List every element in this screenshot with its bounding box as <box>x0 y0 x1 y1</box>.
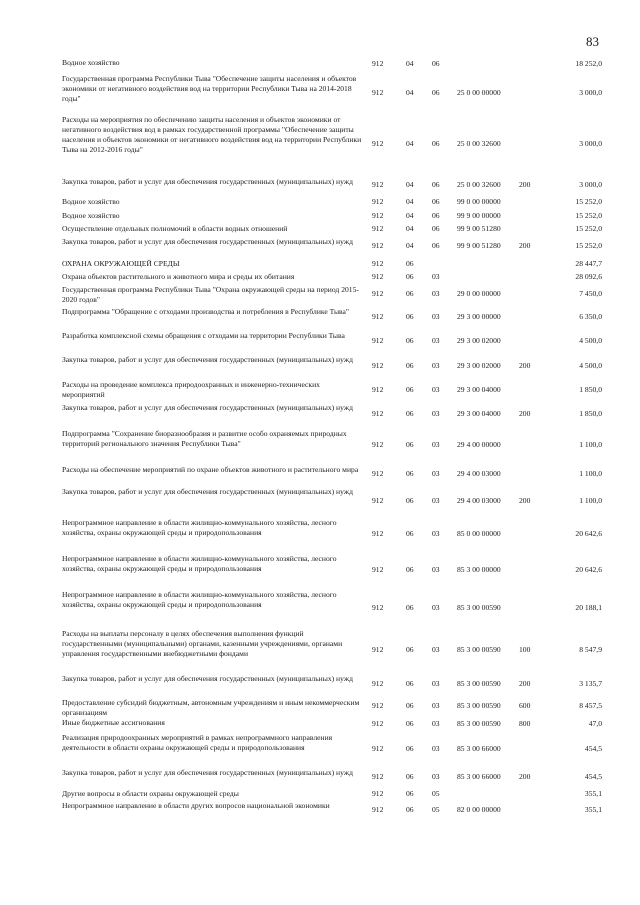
row-target-article: 29 3 00 00000 <box>457 312 501 321</box>
row-target-article: 85 3 00 66000 <box>457 772 501 781</box>
table-row <box>62 698 602 718</box>
row-section-code: 06 <box>406 744 414 753</box>
row-ved-code: 912 <box>372 679 384 688</box>
row-subsection-code: 03 <box>432 361 440 370</box>
row-section-code: 04 <box>406 211 414 220</box>
row-section-code: 04 <box>406 139 414 148</box>
row-section-code: 06 <box>406 259 414 268</box>
row-name: Водное хозяйство <box>62 58 120 67</box>
row-ved-code: 912 <box>372 719 384 728</box>
row-ved-code: 912 <box>372 565 384 574</box>
row-section-code: 06 <box>406 603 414 612</box>
row-amount: 15 252,0 <box>575 211 602 220</box>
row-section-code: 04 <box>406 241 414 250</box>
row-name: Реализация природоохранных мероприятий в рамках непрограммного направления деятельности в области охраны окружающей среды и природопользования <box>62 733 333 752</box>
table-row <box>62 590 602 629</box>
row-name: Подпрограмма "Обращение с отходами производства и потребления в Республике Тыва" <box>62 307 349 316</box>
row-amount: 1 100,0 <box>579 496 602 505</box>
budget-table <box>62 58 602 823</box>
row-section-code: 06 <box>406 469 414 478</box>
table-row <box>62 518 602 554</box>
row-amount: 355,1 <box>584 789 602 798</box>
row-target-article: 99 9 00 51280 <box>457 241 501 250</box>
row-target-article: 25 0 00 00000 <box>457 88 501 97</box>
row-name: Закупка товаров, работ и услуг для обеспечения государственных (муниципальных) нужд <box>62 237 353 246</box>
row-target-article: 99 9 00 00000 <box>457 211 501 220</box>
row-subsection-code: 03 <box>432 701 440 710</box>
row-subsection-code: 03 <box>432 744 440 753</box>
table-row <box>62 554 602 590</box>
row-expense-type: 200 <box>519 772 531 781</box>
row-target-article: 82 0 00 00000 <box>457 805 501 814</box>
row-amount: 20 642,6 <box>575 529 602 538</box>
row-section-code: 04 <box>406 88 414 97</box>
row-amount: 3 135,7 <box>579 679 602 688</box>
table-row <box>62 58 602 74</box>
row-target-article: 85 3 00 00590 <box>457 701 501 710</box>
row-section-code: 06 <box>406 361 414 370</box>
row-name: Расходы на обеспечение мероприятий по охране объектов животного и растительного мира <box>62 465 359 474</box>
row-subsection-code: 05 <box>432 789 440 798</box>
row-amount: 15 252,0 <box>575 241 602 250</box>
row-section-code: 06 <box>406 805 414 814</box>
row-amount: 454,5 <box>584 744 602 753</box>
row-target-article: 85 3 00 00590 <box>457 719 501 728</box>
row-target-article: 85 3 00 00000 <box>457 565 501 574</box>
row-target-article: 29 3 00 04000 <box>457 409 501 418</box>
table-row <box>62 674 602 698</box>
row-ved-code: 912 <box>372 59 384 68</box>
row-name: Закупка товаров, работ и услуг для обеспечения государственных (муниципальных) нужд <box>62 403 353 412</box>
row-name: Водное хозяйство <box>62 211 120 220</box>
row-amount: 1 850,0 <box>579 385 602 394</box>
row-amount: 6 350,0 <box>579 312 602 321</box>
table-row <box>62 74 602 115</box>
row-ved-code: 912 <box>372 211 384 220</box>
row-target-article: 29 4 00 00000 <box>457 440 501 449</box>
row-amount: 1 850,0 <box>579 409 602 418</box>
row-ved-code: 912 <box>372 180 384 189</box>
row-section-code: 04 <box>406 197 414 206</box>
row-ved-code: 912 <box>372 224 384 233</box>
table-row <box>62 380 602 403</box>
row-amount: 1 100,0 <box>579 440 602 449</box>
table-row <box>62 718 602 733</box>
row-ved-code: 912 <box>372 645 384 654</box>
row-ved-code: 912 <box>372 385 384 394</box>
row-target-article: 85 3 00 00590 <box>457 603 501 612</box>
row-subsection-code: 06 <box>432 224 440 233</box>
row-amount: 355,1 <box>584 805 602 814</box>
row-amount: 18 252,0 <box>575 59 602 68</box>
row-target-article: 29 3 00 04000 <box>457 385 501 394</box>
row-section-code: 06 <box>406 719 414 728</box>
row-name: Непрограммное направление в области жилищно-коммунального хозяйства, лесного хозяйства, охраны окружающей среды и природопользования <box>62 590 337 609</box>
row-target-article: 29 3 00 02000 <box>457 361 501 370</box>
row-expense-type: 200 <box>519 241 531 250</box>
row-section-code: 06 <box>406 272 414 281</box>
row-amount: 20 642,6 <box>575 565 602 574</box>
row-expense-type: 200 <box>519 679 531 688</box>
table-row <box>62 789 602 801</box>
row-subsection-code: 03 <box>432 496 440 505</box>
row-section-code: 06 <box>406 772 414 781</box>
row-subsection-code: 03 <box>432 645 440 654</box>
row-target-article: 29 4 00 03000 <box>457 496 501 505</box>
row-expense-type: 800 <box>519 719 531 728</box>
row-section-code: 06 <box>406 701 414 710</box>
row-subsection-code: 03 <box>432 440 440 449</box>
row-amount: 15 252,0 <box>575 224 602 233</box>
table-row <box>62 768 602 789</box>
row-section-code: 04 <box>406 59 414 68</box>
row-section-code: 06 <box>406 409 414 418</box>
row-expense-type: 200 <box>519 496 531 505</box>
row-subsection-code: 06 <box>432 180 440 189</box>
row-amount: 4 500,0 <box>579 361 602 370</box>
row-amount: 3 000,0 <box>579 180 602 189</box>
page-number: 83 <box>586 34 599 49</box>
row-name: Закупка товаров, работ и услуг для обеспечения государственных (муниципальных) нужд <box>62 355 353 364</box>
row-amount: 28 092,6 <box>575 272 602 281</box>
row-subsection-code: 06 <box>432 59 440 68</box>
row-target-article: 25 0 00 32600 <box>457 180 501 189</box>
row-name: Непрограммное направление в области других вопросов национальной экономики <box>62 801 330 810</box>
row-name: Непрограммное направление в области жилищно-коммунального хозяйства, лесного хозяйства, охраны окружающей среды и природопользования <box>62 554 337 573</box>
table-row <box>62 629 602 674</box>
row-target-article: 85 3 00 00590 <box>457 645 501 654</box>
row-subsection-code: 03 <box>432 772 440 781</box>
row-subsection-code: 05 <box>432 805 440 814</box>
row-ved-code: 912 <box>372 805 384 814</box>
table-row <box>62 197 602 211</box>
row-amount: 8 547,9 <box>579 645 602 654</box>
row-amount: 4 500,0 <box>579 336 602 345</box>
row-ved-code: 912 <box>372 603 384 612</box>
table-row <box>62 403 602 429</box>
row-name: Государственная программа Республики Тыва "Охрана окружающей среды на период 2015-2020 годов" <box>62 285 359 304</box>
row-expense-type: 200 <box>519 409 531 418</box>
row-target-article: 99 9 00 51280 <box>457 224 501 233</box>
table-row <box>62 331 602 355</box>
table-row <box>62 465 602 487</box>
table-row <box>62 801 602 823</box>
row-amount: 15 252,0 <box>575 197 602 206</box>
row-ved-code: 912 <box>372 361 384 370</box>
row-target-article: 99 0 00 00000 <box>457 197 501 206</box>
row-target-article: 25 0 00 32600 <box>457 139 501 148</box>
row-subsection-code: 03 <box>432 469 440 478</box>
row-subsection-code: 06 <box>432 241 440 250</box>
table-row <box>62 115 602 177</box>
row-subsection-code: 03 <box>432 289 440 298</box>
row-name: Непрограммное направление в области жилищно-коммунального хозяйства, лесного хозяйства, охраны окружающей среды и природопользования <box>62 518 337 537</box>
table-row <box>62 355 602 380</box>
row-subsection-code: 06 <box>432 197 440 206</box>
table-row <box>62 307 602 331</box>
row-name: Закупка товаров, работ и услуг для обеспечения государственных (муниципальных) нужд <box>62 768 353 777</box>
table-row <box>62 429 602 465</box>
row-name: Закупка товаров, работ и услуг для обеспечения государственных (муниципальных) нужд <box>62 487 353 496</box>
row-section-code: 06 <box>406 679 414 688</box>
row-section-code: 06 <box>406 336 414 345</box>
row-amount: 1 100,0 <box>579 469 602 478</box>
row-ved-code: 912 <box>372 701 384 710</box>
row-subsection-code: 03 <box>432 565 440 574</box>
row-subsection-code: 06 <box>432 88 440 97</box>
row-ved-code: 912 <box>372 496 384 505</box>
row-section-code: 06 <box>406 529 414 538</box>
row-subsection-code: 03 <box>432 679 440 688</box>
row-ved-code: 912 <box>372 197 384 206</box>
row-name: Иные бюджетные ассигнования <box>62 718 165 727</box>
row-name: Охрана объектов растительного и животного мира и среды их обитания <box>62 272 295 281</box>
row-ved-code: 912 <box>372 409 384 418</box>
row-ved-code: 912 <box>372 272 384 281</box>
row-target-article: 29 4 00 03000 <box>457 469 501 478</box>
row-ved-code: 912 <box>372 289 384 298</box>
row-expense-type: 100 <box>519 645 531 654</box>
row-subsection-code: 03 <box>432 312 440 321</box>
row-name: Предоставление субсидий бюджетным, автономным учреждениям и иным некоммерческим организациям <box>62 698 360 717</box>
row-name: Водное хозяйство <box>62 197 120 206</box>
row-name: ОХРАНА ОКРУЖАЮЩЕЙ СРЕДЫ <box>62 259 180 268</box>
row-name: Расходы на проведение комплекса природоохранных и инженерно-технических мероприятий <box>62 380 320 399</box>
row-name: Осуществление отдельных полномочий в области водных отношений <box>62 224 288 233</box>
table-row <box>62 487 602 518</box>
row-subsection-code: 03 <box>432 336 440 345</box>
row-target-article: 85 0 00 00000 <box>457 529 501 538</box>
row-subsection-code: 06 <box>432 139 440 148</box>
row-ved-code: 912 <box>372 789 384 798</box>
row-ved-code: 912 <box>372 744 384 753</box>
row-ved-code: 912 <box>372 336 384 345</box>
row-section-code: 06 <box>406 645 414 654</box>
row-subsection-code: 03 <box>432 603 440 612</box>
row-amount: 454,5 <box>584 772 602 781</box>
row-ved-code: 912 <box>372 312 384 321</box>
row-ved-code: 912 <box>372 139 384 148</box>
table-row <box>62 733 602 768</box>
row-target-article: 85 3 00 66000 <box>457 744 501 753</box>
row-section-code: 06 <box>406 496 414 505</box>
row-name: Подпрограмма "Сохранение биоразнообразия и развитие особо охраняемых природных территорий регионального значения Республики Тыва" <box>62 429 347 448</box>
row-expense-type: 600 <box>519 701 531 710</box>
row-amount: 3 000,0 <box>579 139 602 148</box>
table-row <box>62 237 602 259</box>
row-name: Разработка комплексной схемы обращения с отходами на территории Республики Тыва <box>62 331 345 340</box>
row-expense-type: 200 <box>519 180 531 189</box>
row-subsection-code: 03 <box>432 529 440 538</box>
row-amount: 28 447,7 <box>575 259 602 268</box>
row-ved-code: 912 <box>372 259 384 268</box>
table-row <box>62 272 602 285</box>
row-section-code: 04 <box>406 224 414 233</box>
row-amount: 47,0 <box>588 719 602 728</box>
row-section-code: 06 <box>406 565 414 574</box>
row-ved-code: 912 <box>372 440 384 449</box>
row-ved-code: 912 <box>372 469 384 478</box>
row-subsection-code: 03 <box>432 719 440 728</box>
row-amount: 8 457,5 <box>579 701 602 710</box>
row-section-code: 06 <box>406 385 414 394</box>
row-amount: 20 188,1 <box>575 603 602 612</box>
row-ved-code: 912 <box>372 772 384 781</box>
row-subsection-code: 03 <box>432 385 440 394</box>
row-ved-code: 912 <box>372 241 384 250</box>
row-section-code: 06 <box>406 312 414 321</box>
row-ved-code: 912 <box>372 529 384 538</box>
row-target-article: 29 0 00 00000 <box>457 289 501 298</box>
row-target-article: 85 3 00 00590 <box>457 679 501 688</box>
row-subsection-code: 03 <box>432 272 440 281</box>
row-name: Другие вопросы в области охраны окружающей среды <box>62 789 239 798</box>
row-target-article: 29 3 00 02000 <box>457 336 501 345</box>
row-name: Расходы на выплаты персоналу в целях обеспечения выполнения функций государственными (муниципальными) органами, казенными учреждениями, органами управления государственными внебюджетными фондами <box>62 629 343 658</box>
row-subsection-code: 03 <box>432 409 440 418</box>
row-section-code: 04 <box>406 180 414 189</box>
row-name: Закупка товаров, работ и услуг для обеспечения государственных (муниципальных) нужд <box>62 177 353 186</box>
row-section-code: 06 <box>406 789 414 798</box>
table-row <box>62 285 602 307</box>
row-name: Закупка товаров, работ и услуг для обеспечения государственных (муниципальных) нужд <box>62 674 353 683</box>
row-name: Расходы на мероприятия по обеспечению защиты населения и объектов экономики от негативного воздействия вод в рамках государственной программы "Обеспечение защиты населения и объектов экономики от негативного воздействия вод на территории Республики Тыва на 2012-2016 годы" <box>62 115 362 154</box>
row-expense-type: 200 <box>519 361 531 370</box>
row-amount: 7 450,0 <box>579 289 602 298</box>
row-section-code: 06 <box>406 289 414 298</box>
row-amount: 3 000,0 <box>579 88 602 97</box>
row-name: Государственная программа Республики Тыва "Обеспечение защиты населения и объектов экономики от негативного воздействия вод на территории Республики Тыва на 2014-2018 годы" <box>62 74 357 103</box>
row-section-code: 06 <box>406 440 414 449</box>
table-row <box>62 224 602 237</box>
table-row <box>62 177 602 197</box>
row-ved-code: 912 <box>372 88 384 97</box>
row-subsection-code: 06 <box>432 211 440 220</box>
table-row <box>62 211 602 224</box>
table-row <box>62 259 602 272</box>
